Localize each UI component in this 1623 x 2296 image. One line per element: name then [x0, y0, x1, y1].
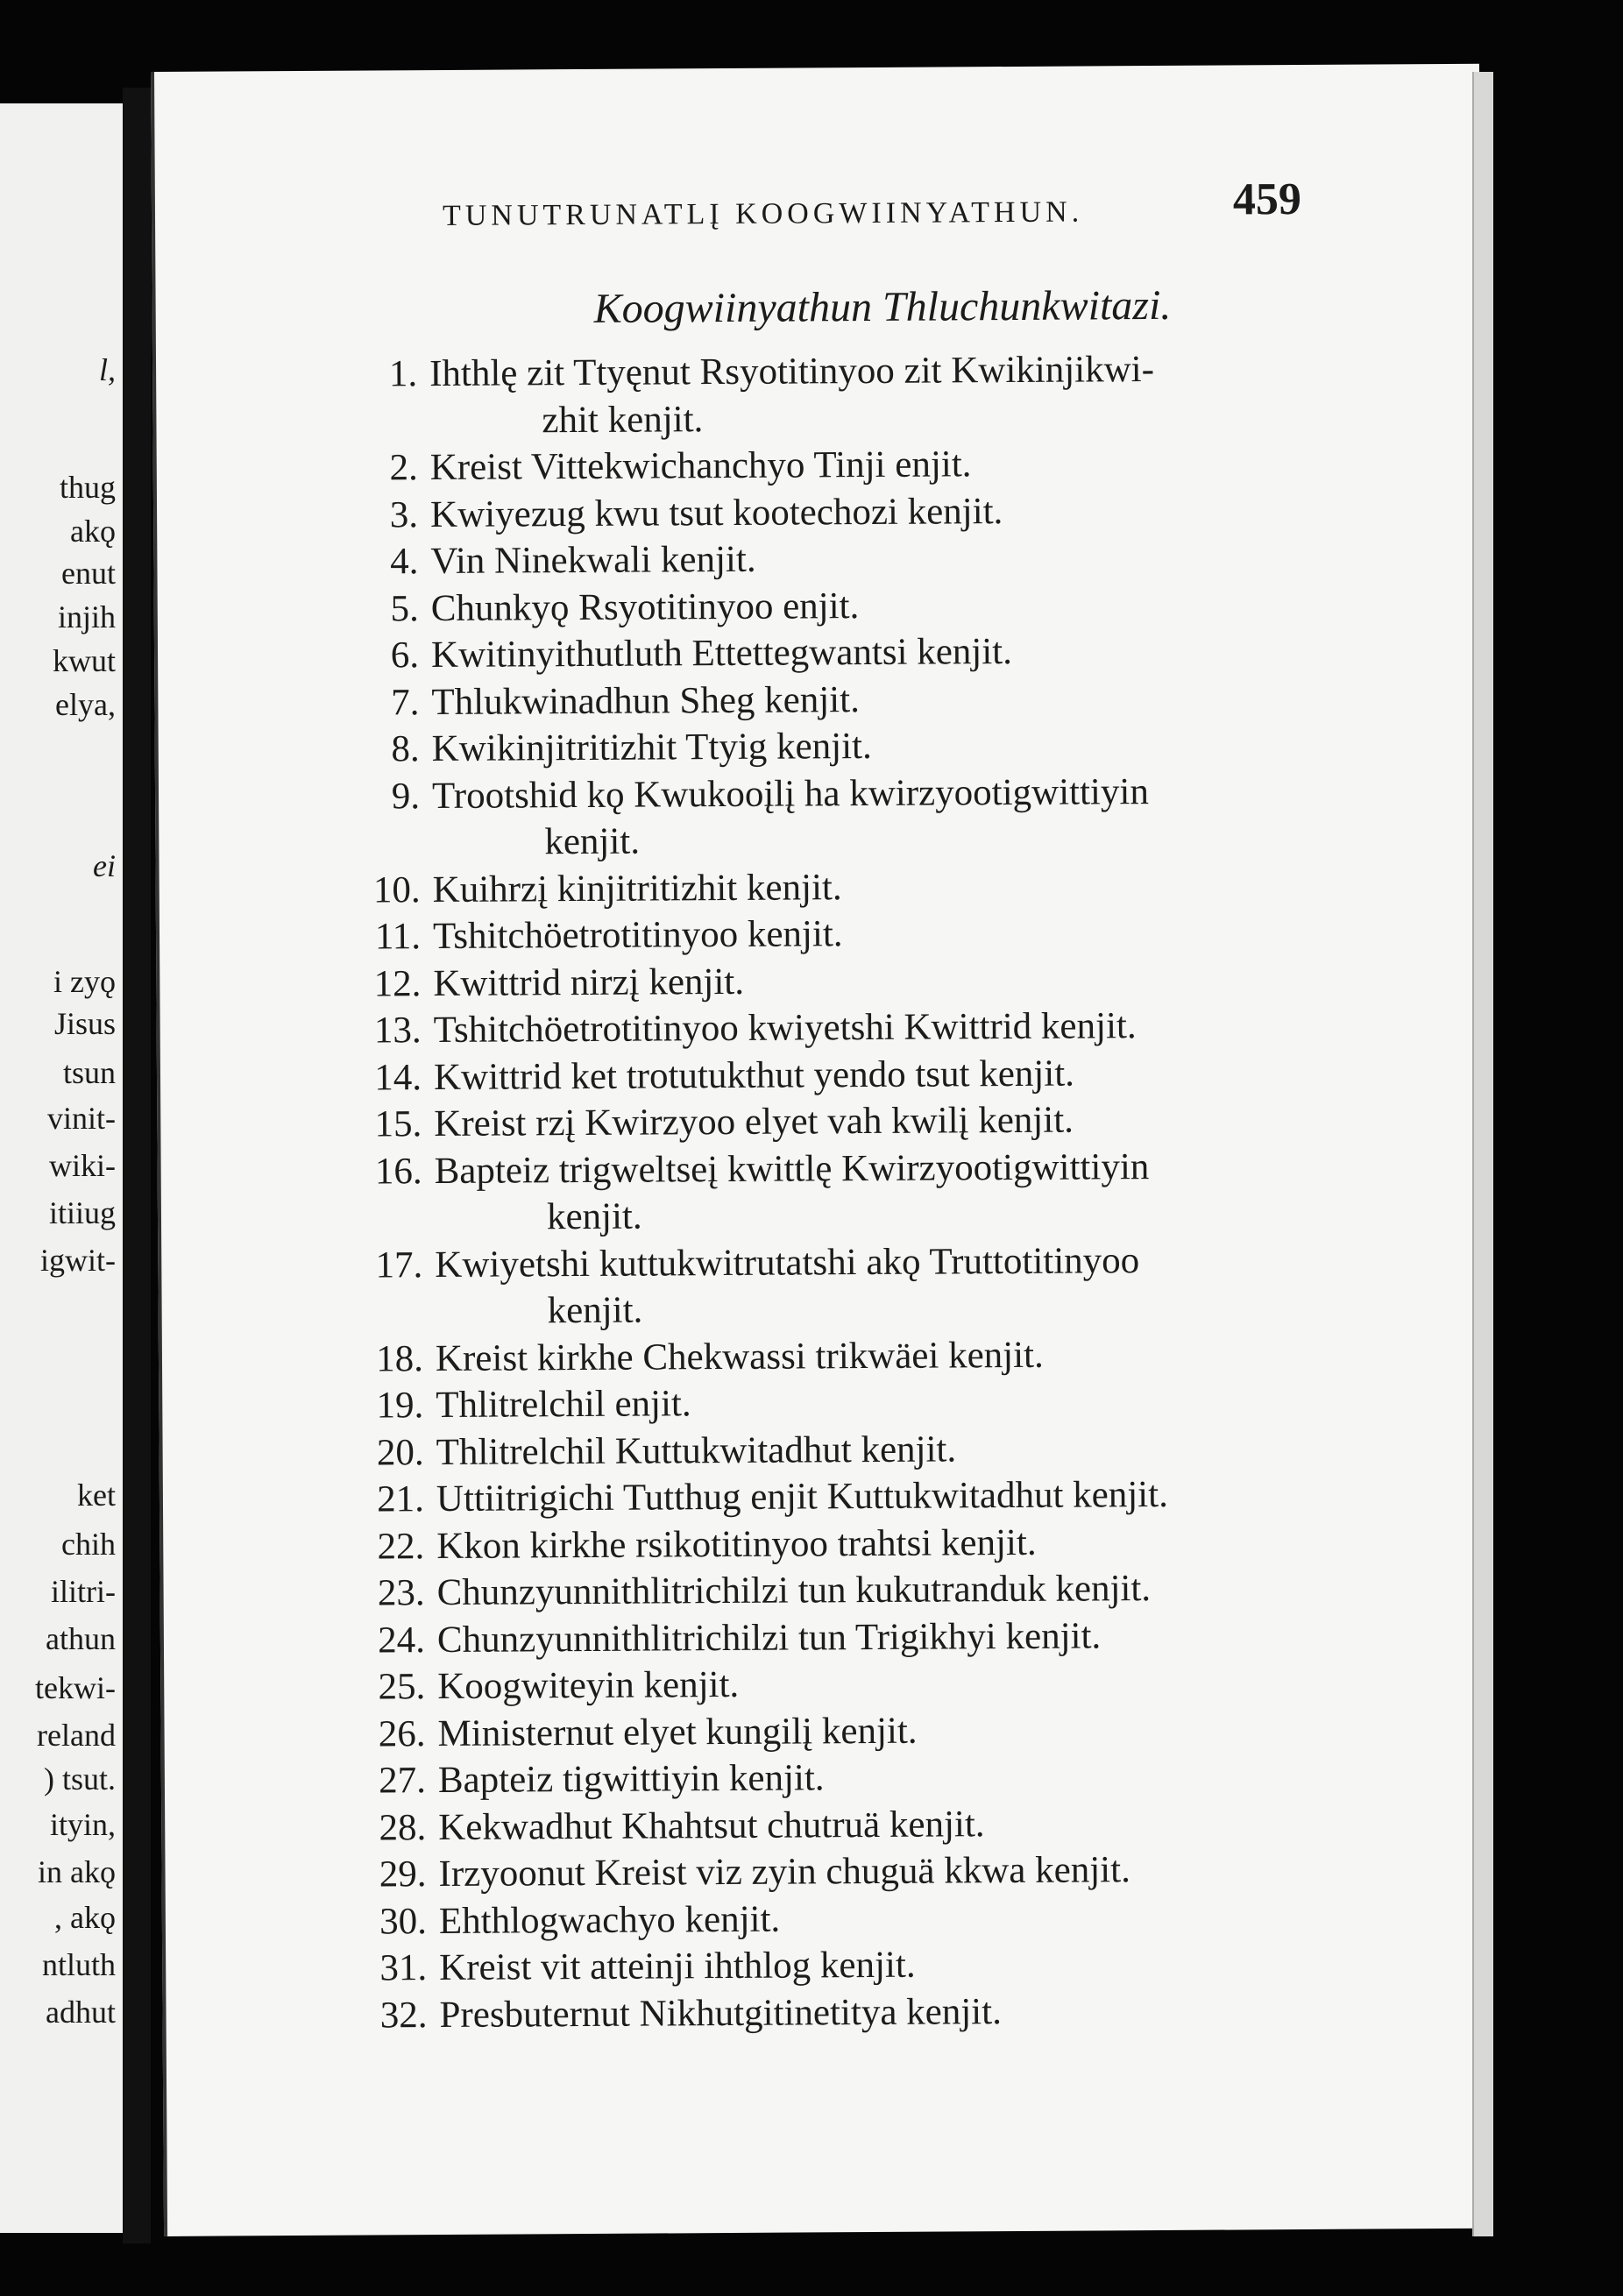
toc-entry-number: 10. [372, 868, 421, 911]
left-page-fragment: ei [93, 848, 116, 883]
left-page-fragment: athun [46, 1621, 116, 1656]
toc-entry [338, 1563, 1486, 1618]
toc-entry-title: Chunzyunnithlitrichilzi tun kukutranduk kenjit. [436, 1568, 1152, 1614]
toc-entry [335, 907, 1483, 961]
toc-entry [341, 1985, 1489, 2039]
left-page-fragment: tsun [62, 1055, 116, 1090]
toc-entry-number: 20. [376, 1431, 424, 1473]
left-page-fragment: wiki- [49, 1148, 116, 1183]
toc-entry-number: 11. [374, 916, 422, 958]
toc-entry-title: Kwittrid nirzį kenjit. [433, 960, 745, 1004]
left-page-fragment: ) tsut. [43, 1761, 116, 1796]
left-page-fragment: ket [77, 1478, 116, 1513]
toc-entry [336, 1047, 1484, 1102]
toc-entry-number: 8. [391, 728, 420, 770]
toc-entry [341, 1938, 1489, 1993]
toc-entry-title: Tshitchöetrotitinyoo kwiyetshi Kwittrid kenjit. [433, 1005, 1137, 1052]
toc-entry [332, 532, 1480, 586]
toc-entry-title: Ehthlogwachyo kenjit. [438, 1898, 781, 1942]
page-number: 459 [1232, 174, 1302, 225]
left-page-fragment: , akǫ [54, 1900, 116, 1935]
toc-entry-title: Kuihrzį kinjitritizhit kenjit. [432, 866, 842, 911]
toc-entry-number: 21. [377, 1478, 425, 1520]
left-page-fragment: akǫ [70, 514, 116, 549]
toc-entry [331, 344, 1480, 445]
toc-entry-title: Kekwadhut Khahtsut chutruä kenjit. [438, 1803, 985, 1848]
left-page-fragment: tekwi- [35, 1670, 116, 1705]
toc-entry-title: Thlukwinadhun Sheg kenjit. [431, 678, 861, 723]
toc-entry [337, 1329, 1485, 1383]
toc-entry [339, 1610, 1487, 1664]
toc-entry [338, 1470, 1486, 1524]
table-of-contents [331, 344, 1490, 2039]
left-page-fragment: l, [98, 352, 116, 387]
toc-entry-title: Kreist Vittekwichanchyo Tinji enjit. [429, 443, 972, 489]
previous-page-strip [0, 103, 123, 2233]
toc-entry-number: 30. [379, 1900, 428, 1942]
book-page [151, 64, 1492, 2236]
left-page-fragment: in akǫ [38, 1854, 116, 1889]
left-page-fragment: ntluth [41, 1947, 116, 1982]
left-page-fragment: ilitri- [51, 1574, 116, 1609]
book-gutter [123, 88, 151, 2243]
toc-entry-title: Uttiitrigichi Tutthug enjit Kuttukwitadhut kenjit. [436, 1473, 1169, 1520]
toc-entry [340, 1751, 1488, 1805]
toc-entry-title: Bapteiz tigwittiyin kenjit. [437, 1757, 825, 1802]
toc-entry [333, 626, 1481, 680]
section-title: Koogwiinyathun Thluchunkwitazi. [593, 281, 1172, 332]
toc-entry-title: Kwiyezug kwu tsut kootechozi kenjit. [429, 490, 1003, 535]
toc-entry-number: 16. [374, 1150, 422, 1192]
toc-entry [340, 1797, 1488, 1852]
left-page-fragment: itiiug [48, 1195, 116, 1230]
toc-entry-number: 5. [390, 587, 419, 629]
toc-entry [341, 1891, 1489, 1945]
left-page-fragment: vinit- [47, 1101, 116, 1136]
toc-entry-continuation: kenjit. [544, 820, 641, 863]
toc-entry-number: 17. [375, 1244, 423, 1286]
toc-entry-number: 31. [379, 1947, 428, 1989]
toc-entry-number: 12. [373, 962, 422, 1004]
toc-entry-number: 22. [377, 1525, 425, 1567]
toc-entry-number: 18. [376, 1337, 424, 1379]
toc-entry [332, 438, 1480, 493]
toc-entry [332, 485, 1480, 539]
toc-entry-title: Trootshid kǫ Kwukooįlį ha kwirzyootigwittiyin [431, 770, 1150, 817]
left-page-fragment: adhut [46, 1995, 116, 2030]
toc-entry-title: Kwitinyithutluth Ettettegwantsi kenjit. [430, 631, 1013, 677]
toc-entry-number: 24. [378, 1619, 426, 1661]
toc-entry-number: 23. [377, 1572, 425, 1614]
toc-entry-number: 27. [379, 1760, 427, 1802]
toc-entry-title: Chunzyunnithlitrichilzi tun Trigikhyi kenjit. [436, 1614, 1102, 1661]
toc-entry-title: Tshitchöetrotitinyoo kenjit. [432, 913, 843, 958]
toc-entry-title: Kkon kirkhe rsikotitinyoo trahtsi kenjit. [436, 1521, 1037, 1567]
toc-entry-title: Presbuternut Nikhutgitinetitya kenjit. [439, 1990, 1003, 2036]
toc-entry-title: Chunkyǫ Rsyotitinyoo enjit. [430, 585, 860, 629]
toc-entry-title: Ministernut elyet kungilį kenjit. [437, 1710, 918, 1754]
left-page-fragment: enut [61, 556, 116, 591]
toc-entry-number: 28. [379, 1806, 427, 1848]
toc-entry [335, 860, 1483, 914]
toc-entry-continuation: kenjit. [546, 1195, 642, 1238]
toc-entry-title: Bapteiz trigweltseį kwittlę Kwirzyootigwittiyin [434, 1145, 1150, 1192]
left-page-fragment: thug [59, 470, 116, 505]
left-page-fragment: kwut [53, 643, 116, 678]
toc-entry [334, 719, 1482, 774]
left-page-fragment: chih [61, 1527, 116, 1562]
toc-entry [336, 1095, 1484, 1149]
page-edge [1472, 72, 1493, 2236]
toc-entry-number: 2. [389, 447, 418, 489]
toc-entry [339, 1704, 1487, 1758]
toc-entry [339, 1657, 1487, 1711]
toc-entry-title: Ihthlę zit Ttyęnut Rsyotitinyoo zit Kwikinjikwi- [429, 349, 1155, 395]
left-page-fragment: i zyǫ [53, 964, 116, 999]
toc-entry-number: 9. [391, 775, 421, 817]
toc-entry-number: 4. [390, 541, 419, 583]
toc-entry-number: 14. [374, 1056, 422, 1098]
toc-entry-title: Thlitrelchil Kuttukwitadhut kenjit. [436, 1428, 957, 1473]
toc-entry [333, 578, 1481, 633]
toc-entry-number: 25. [378, 1666, 426, 1708]
toc-entry-number: 1. [388, 353, 418, 395]
toc-entry-number: 7. [391, 681, 420, 723]
toc-entry-number: 32. [379, 1994, 428, 2036]
toc-entry-continuation: zhit kenjit. [542, 398, 704, 441]
toc-entry [340, 1845, 1488, 1899]
toc-entry-continuation: kenjit. [547, 1289, 643, 1332]
left-page-fragment: Jisus [53, 1006, 116, 1041]
toc-entry [336, 1001, 1484, 1055]
toc-entry [337, 1235, 1485, 1336]
toc-entry-number: 15. [374, 1103, 422, 1145]
left-page-fragment: igwit- [40, 1243, 116, 1278]
toc-entry-title: Kreist rzį Kwirzyoo elyet vah kwilį kenjit. [434, 1099, 1074, 1145]
toc-entry-number: 29. [379, 1853, 427, 1896]
toc-entry-title: Koogwiteyin kenjit. [437, 1663, 740, 1708]
toc-entry-title: Kwikinjitritizhit Ttyig kenjit. [431, 725, 872, 770]
toc-entry-title: Irzyoonut Kreist viz zyin chuguä kkwa kenjit. [438, 1849, 1131, 1896]
toc-entry [335, 953, 1483, 1008]
toc-entry-number: 13. [373, 1010, 422, 1052]
toc-entry [333, 672, 1481, 726]
toc-entry-title: Vin Ninekwali kenjit. [430, 538, 756, 583]
toc-entry [334, 766, 1483, 867]
toc-entry-title: Kwiyetshi kuttukwitrutatshi akǫ Truttotitinyoo [435, 1239, 1140, 1286]
toc-entry-number: 26. [378, 1712, 426, 1754]
toc-entry-title: Thlitrelchil enjit. [436, 1383, 691, 1427]
toc-entry [337, 1376, 1485, 1430]
toc-entry-title: Kwittrid ket trotutukthut yendo tsut kenjit. [433, 1052, 1075, 1098]
toc-entry-number: 19. [376, 1385, 424, 1427]
left-page-fragment: reland [37, 1718, 116, 1753]
toc-entry [337, 1422, 1485, 1477]
running-head: TUNUTRUNATLĮ KOOGWIINYATHUN. [442, 195, 1084, 232]
toc-entry-title: Kreist vit atteinji ihthlog kenjit. [439, 1944, 916, 1989]
toc-entry-number: 6. [390, 634, 420, 677]
toc-entry [338, 1516, 1486, 1570]
toc-entry [337, 1141, 1485, 1242]
toc-entry-number: 3. [389, 493, 419, 535]
left-page-fragment: ityin, [49, 1807, 116, 1842]
toc-entry-title: Kreist kirkhe Chekwassi trikwäei kenjit. [435, 1334, 1044, 1379]
left-page-fragment: elya, [55, 687, 116, 722]
left-page-fragment: injih [57, 599, 116, 634]
